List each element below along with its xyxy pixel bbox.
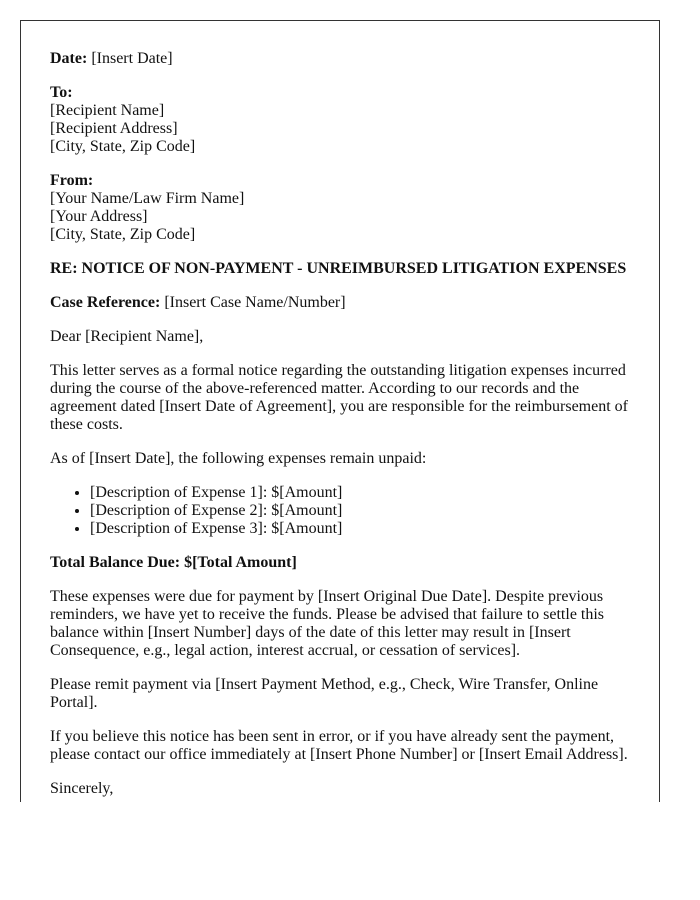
letter-page — [20, 20, 660, 802]
total-balance-due: Total Balance Due: $[Total Amount] — [50, 554, 297, 571]
date-value: [Insert Date] — [87, 50, 173, 67]
recipient-address: [Recipient Address] — [50, 120, 178, 137]
subject-line: RE: NOTICE OF NON-PAYMENT - UNREIMBURSED LITIGATION EXPENSES — [50, 260, 627, 277]
sender-address: [Your Address] — [50, 208, 148, 225]
recipient-city-state-zip: [City, State, Zip Code] — [50, 138, 196, 155]
to-label: To: — [50, 84, 73, 101]
case-reference-line — [50, 294, 630, 312]
date-line — [50, 50, 630, 68]
case-reference-label: Case Reference: — [50, 294, 161, 311]
expense-item: • [Description of Expense 1]: $[Amount] — [90, 484, 630, 502]
expense-item: • [Description of Expense 3]: $[Amount] — [90, 520, 630, 538]
sender-block — [50, 172, 630, 244]
unpaid-intro-paragraph: As of [Insert Date], the following expenses remain unpaid: — [50, 450, 427, 467]
intro-paragraph: This letter serves as a formal notice regarding the outstanding litigation expenses incurred during the course of the above-referenced matter. According to our records and the agreement dated [Insert Date of Agreement], you are responsible for the reimbursement of these costs. — [50, 362, 628, 433]
contact-paragraph: If you believe this notice has been sent in error, or if you have already sent the payment, please contact our office immediately at [Insert Phone Number] or [Insert Email Address]. — [50, 728, 628, 763]
salutation: Dear [Recipient Name], — [50, 328, 204, 345]
payment-method-paragraph: Please remit payment via [Insert Payment Method, e.g., Check, Wire Transfer, Online Portal]. — [50, 676, 599, 711]
case-reference-value: [Insert Case Name/Number] — [160, 294, 346, 311]
sender-city-state-zip: [City, State, Zip Code] — [50, 226, 196, 243]
closing: Sincerely, — [50, 780, 114, 797]
recipient-block — [50, 84, 630, 156]
recipient-name: [Recipient Name] — [50, 102, 165, 119]
expense-item: • [Description of Expense 2]: $[Amount] — [90, 502, 630, 520]
date-label: Date: — [50, 50, 88, 67]
from-label: From: — [50, 172, 94, 189]
sender-name: [Your Name/Law Firm Name] — [50, 190, 245, 207]
due-date-paragraph: These expenses were due for payment by [Insert Original Due Date]. Despite previous reminders, we have yet to receive the funds. Please be advised that failure to settle this balance within [Insert Number] days of the date of this letter may result in [Insert Consequence, e.g., legal action, interest accrual, or cessation of services]. — [50, 588, 605, 659]
expense-list — [50, 484, 630, 538]
